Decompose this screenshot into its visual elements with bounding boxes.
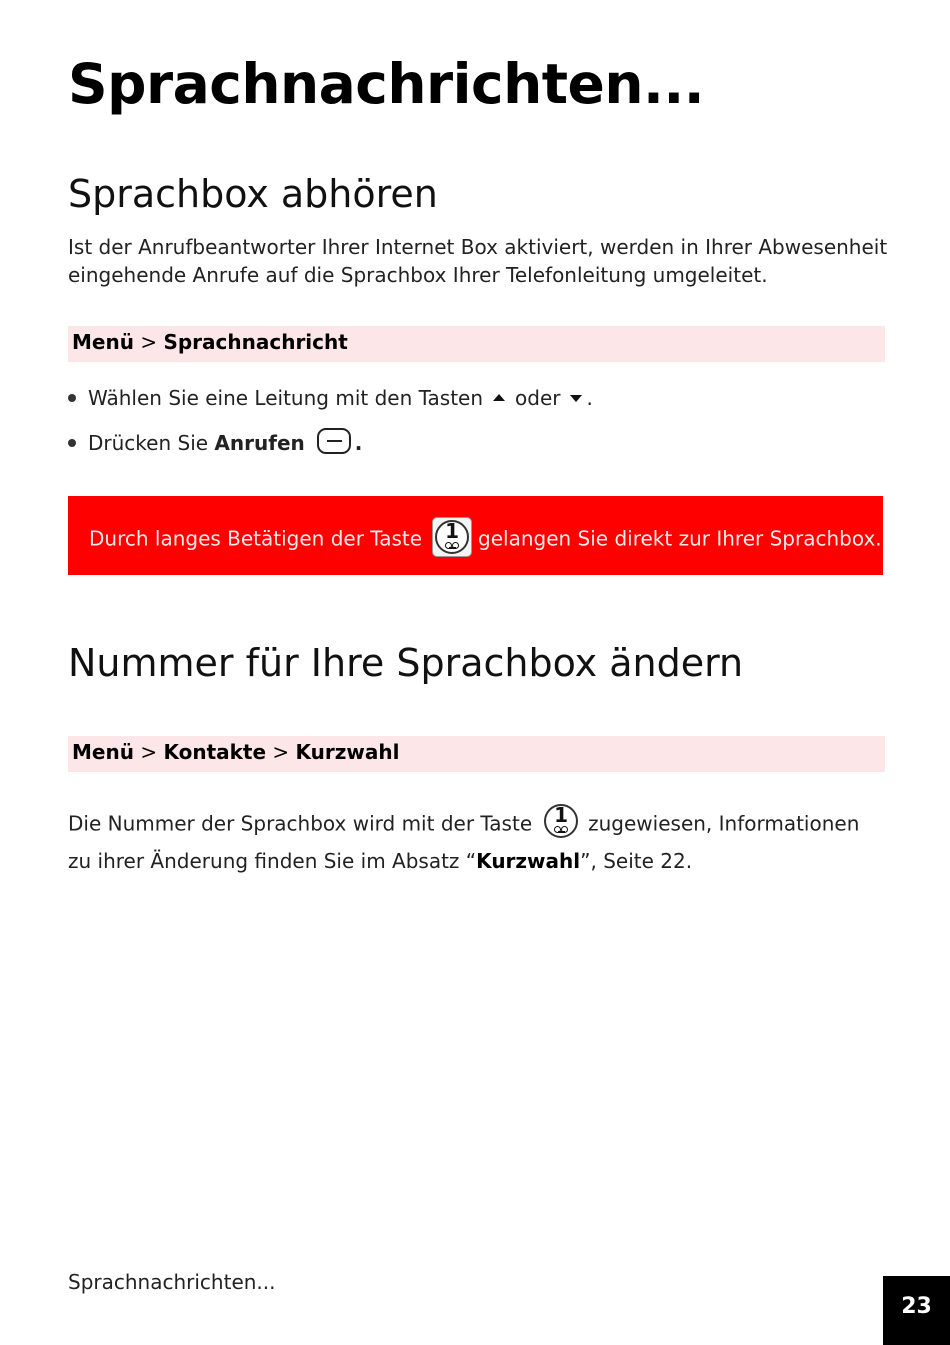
key-digit: 1 <box>445 519 459 543</box>
bullet-or: oder <box>515 386 561 410</box>
note-text-after: gelangen Sie direkt zur Ihrer Sprachbox. <box>478 526 882 551</box>
arrow-down-icon <box>570 395 582 402</box>
menu-path-bar <box>68 736 885 772</box>
menu-path <box>72 328 348 356</box>
closing-text-after: zugewiesen, Informationen zu ihrer Änderung finden Sie im Absatz <box>68 811 860 873</box>
menu-separator: > <box>140 330 158 354</box>
menu-label: Menü <box>72 330 134 354</box>
note-text-before: Durch langes Betätigen der Taste <box>89 526 423 551</box>
page-number-box <box>883 1276 950 1345</box>
bullet-press-call <box>68 429 362 458</box>
bullet-text: Wählen Sie eine Leitung mit den Tasten <box>88 386 484 410</box>
closing-text-before: Die Nummer der Sprachbox wird mit der Taste <box>68 811 533 836</box>
footer-label: Sprachnachrichten... <box>68 1270 276 1294</box>
intro-paragraph: Ist der Anrufbeantworter Ihrer Internet Box aktiviert, werden in Ihrer Abwesenheit eingehende Anrufe auf die Sprachbox Ihrer Telefonleitung umgeleitet. <box>68 235 888 287</box>
menu-path <box>72 738 400 766</box>
bullet-dot-icon <box>68 439 76 447</box>
voicemail-key-1-icon <box>542 802 580 840</box>
menu-item-sprachnachricht: Sprachnachricht <box>163 330 348 354</box>
menu-separator: > <box>140 740 158 764</box>
bullet-end: . <box>354 431 363 455</box>
quote-close: ” <box>580 849 591 873</box>
section-heading-nummer-aendern: Nummer für Ihre Sprachbox ändern <box>68 641 744 685</box>
call-key-icon <box>317 428 351 454</box>
key-digit: 1 <box>554 803 569 827</box>
menu-label: Menü <box>72 740 134 764</box>
arrow-up-icon <box>493 394 505 401</box>
note-box <box>68 496 883 575</box>
page-number: 23 <box>901 1294 932 1319</box>
menu-item-kontakte: Kontakte <box>163 740 267 764</box>
bullet-end: . <box>586 386 593 410</box>
closing-text-end: , Seite 22. <box>590 849 693 873</box>
voicemail-key-1-icon <box>432 517 472 557</box>
menu-path-bar <box>68 326 885 362</box>
section-heading-sprachbox-abhoeren: Sprachbox abhören <box>68 172 438 216</box>
kurzwahl-reference: Kurzwahl <box>476 849 581 873</box>
bullet-select-line <box>68 384 593 412</box>
quote-open: “ <box>465 849 477 873</box>
bullet-text: Drücken Sie <box>88 431 209 455</box>
menu-item-kurzwahl: Kurzwahl <box>295 740 400 764</box>
bullet-bold-anrufen: Anrufen <box>214 431 305 455</box>
bullet-dot-icon <box>68 394 76 402</box>
page-title: Sprachnachrichten... <box>68 52 705 116</box>
closing-paragraph <box>68 803 888 878</box>
note-text <box>89 520 882 560</box>
menu-separator: > <box>272 740 290 764</box>
